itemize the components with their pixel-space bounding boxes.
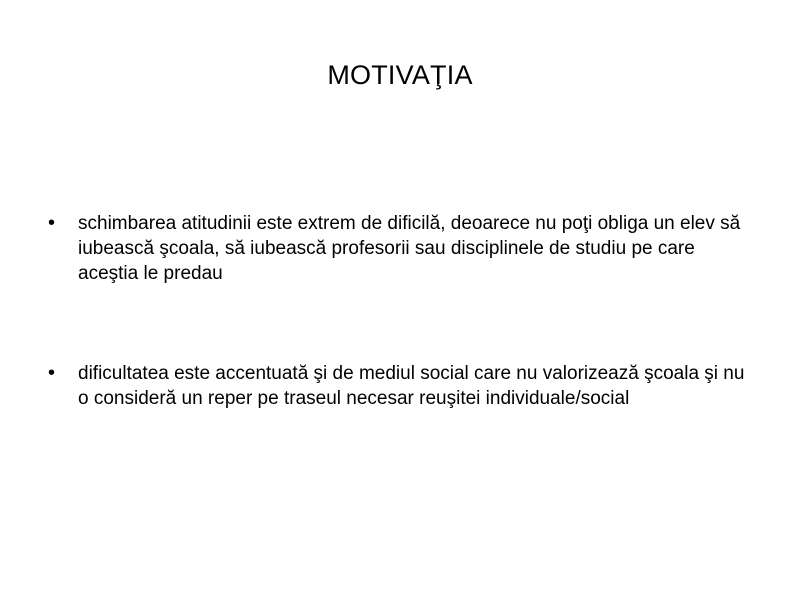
bullet-text: schimbarea atitudinii este extrem de dificilă, deoarece nu poţi obliga un elev să iubească şcoala, să iubească profesorii sau disciplinele de studiu pe care aceştia le predau (78, 213, 741, 284)
bullet-icon: • (48, 362, 56, 384)
bullet-text: dificultatea este accentuată şi de mediul social care nu valorizează şcoala şi nu o consideră un reper pe traseul necesar reuşitei individuale/social (78, 363, 745, 409)
slide-title: MOTIVAŢIA (327, 60, 473, 90)
bullet-icon: • (48, 212, 56, 234)
